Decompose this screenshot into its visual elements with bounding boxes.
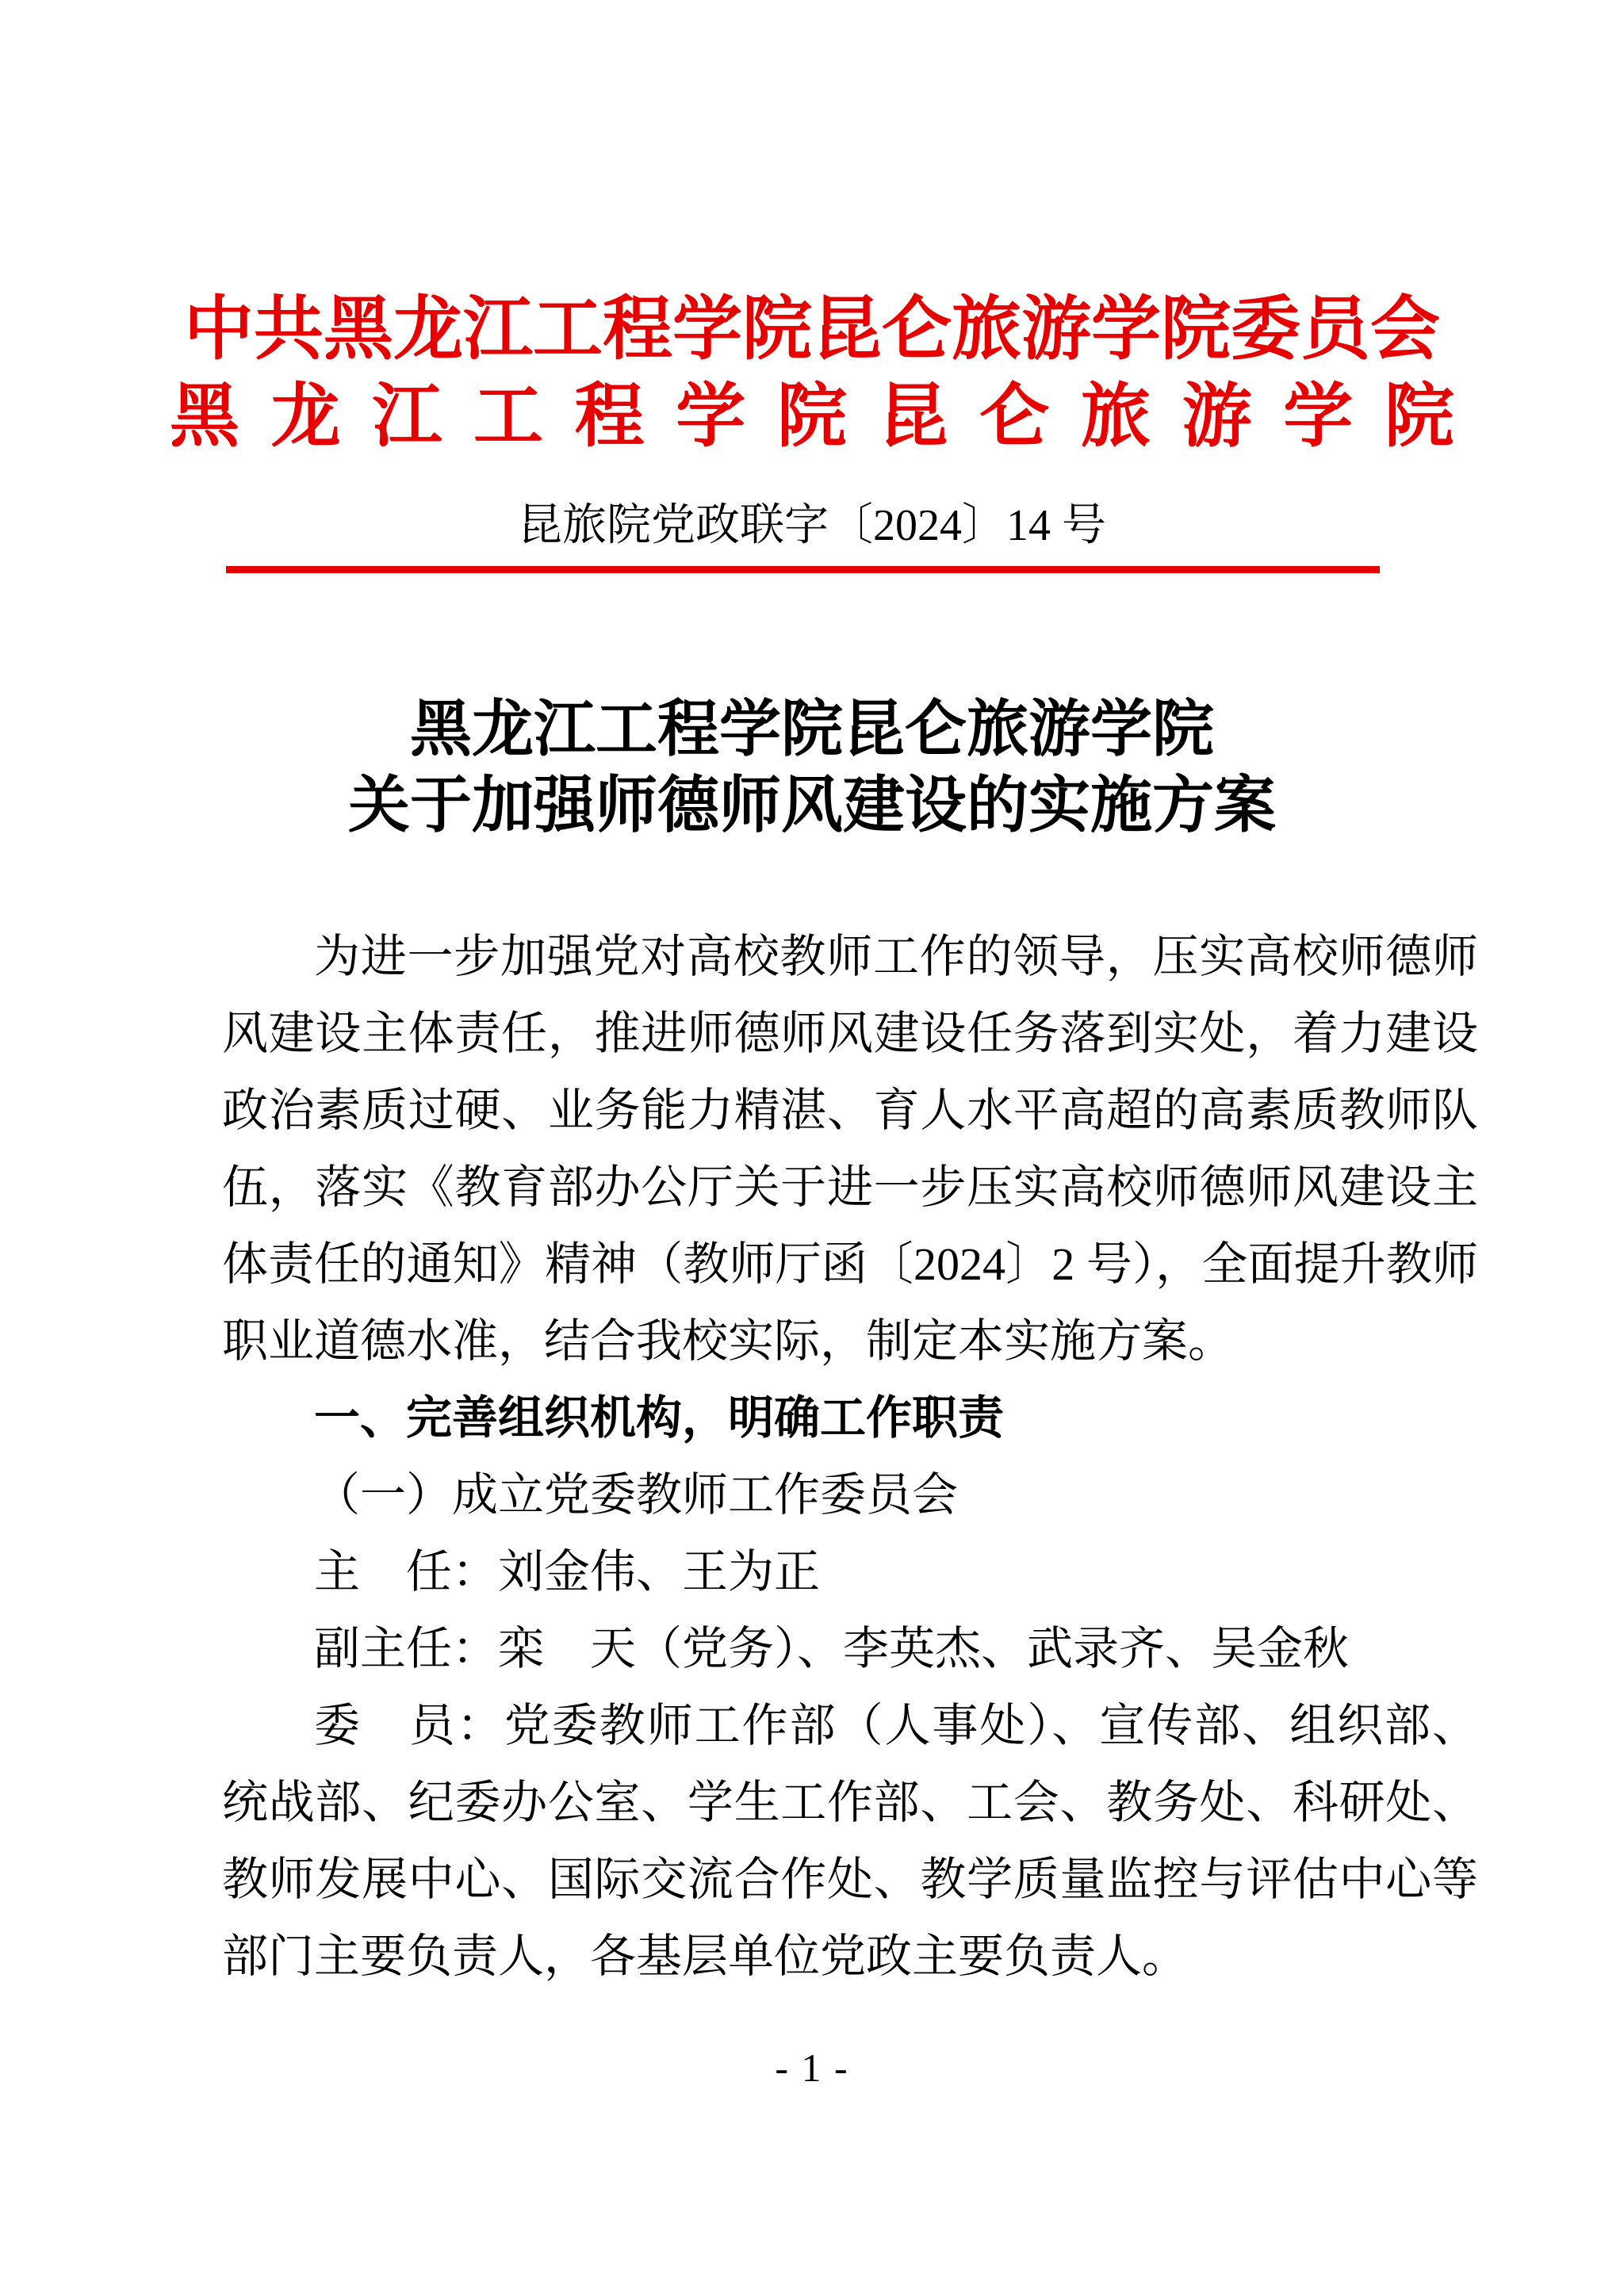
letterhead-line2-char: 江	[372, 379, 442, 456]
letterhead-line2-char: 学	[1283, 379, 1354, 456]
title-line1: 黑龙江工程学院昆仑旅游学院	[409, 695, 1214, 763]
paragraph-heading2: （一）成立党委教师工作委员会	[314, 1469, 959, 1521]
paragraph-heading1: 一、完善组织机构，明确工作职责	[314, 1392, 1005, 1444]
letterhead-line1: 中共黑龙江工程学院昆仑旅游学院委员会	[183, 292, 1440, 369]
letterhead-line2-char: 仑	[979, 379, 1050, 456]
paragraph-normal: 委 员：党委教师工作部（人事处）、宣传部、组织部、统战部、纪委办公室、学生工作部、工会、教务处、科研处、教师发展中心、国际交流合作处、教学质量监控与评估中心等部门主要负责人，各基层单位党政主要负责人。	[222, 1700, 1478, 1982]
letterhead-line2-char: 龙	[270, 379, 341, 456]
title-line2: 关于加强师德师风建设的实施方案	[347, 771, 1276, 840]
letterhead-line2-char: 黑	[170, 379, 240, 456]
document-number: 昆旅院党政联字〔2024〕14 号	[518, 501, 1106, 550]
letterhead	[170, 290, 1454, 458]
letterhead-line2-char: 游	[1182, 379, 1252, 456]
paragraph-normal: 主 任：刘金伟、王为正	[314, 1546, 821, 1598]
letterhead-line2-char: 工	[473, 379, 543, 456]
letterhead-line2	[170, 377, 1454, 458]
document-title	[0, 691, 1624, 844]
letterhead-line2-char: 程	[574, 379, 645, 456]
paragraph-normal: 为进一步加强党对高校教师工作的领导，压实高校师德师风建设主体责任，推进师德师风建设任务落到实处，着力建设政治素质过硬、业务能力精湛、育人水平高超的高素质教师队伍，落实《教育部办公厅关于进一步压实高校师德师风建设主体责任的通知》精神（教师厅函〔2024〕2 号），全面提升教师职业道德水准，结合我校实际，制定本实施方案。	[222, 931, 1478, 1367]
paragraph-normal: 副主任：栾 天（党务）、李英杰、武录齐、吴金秋	[314, 1623, 1350, 1674]
letterhead-line2-char: 院	[776, 379, 847, 456]
page-number: - 1 -	[775, 2045, 849, 2090]
letterhead-line2-char: 学	[676, 379, 746, 456]
page-footer	[0, 2044, 1624, 2091]
letterhead-line2-char: 昆	[878, 379, 948, 456]
letterhead-line2-char: 院	[1384, 379, 1454, 456]
letterhead-line2-char: 旅	[1080, 379, 1151, 456]
document-body	[222, 918, 1478, 1995]
red-divider-line	[226, 566, 1380, 573]
